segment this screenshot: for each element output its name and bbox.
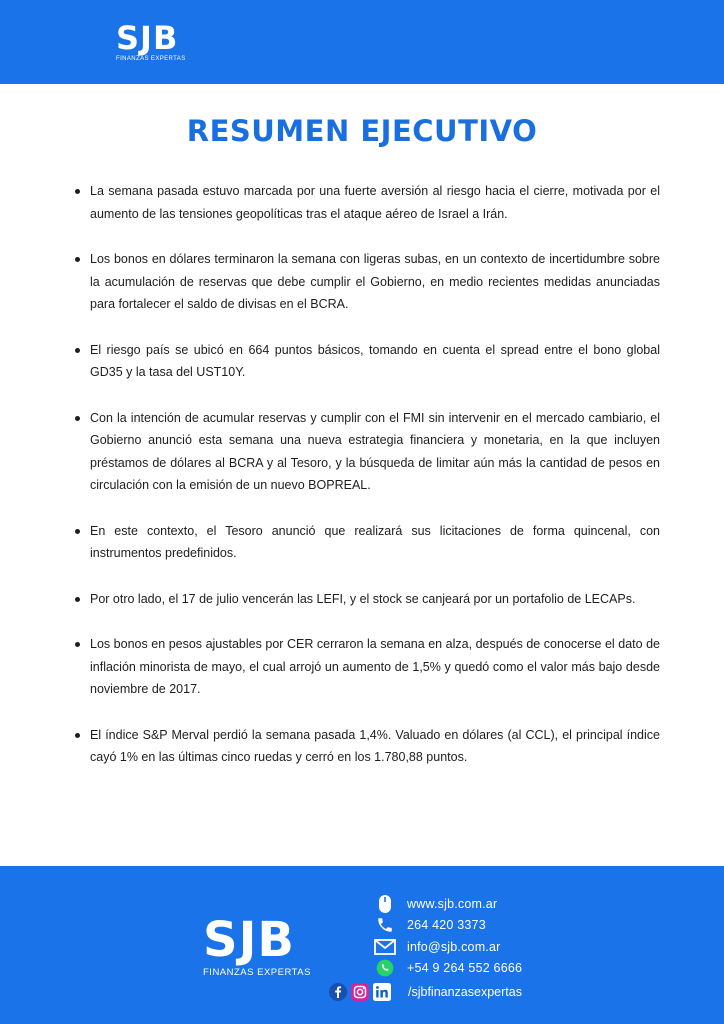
contact-list <box>373 893 593 979</box>
logo-mark: SJB <box>116 19 179 57</box>
phone-number[interactable]: 264 420 3373 <box>407 918 486 933</box>
contact-website[interactable] <box>373 893 593 915</box>
envelope-icon <box>373 937 397 957</box>
summary-item <box>70 180 660 225</box>
bullet-icon <box>75 597 80 602</box>
email-address[interactable]: info@sjb.com.ar <box>407 939 501 954</box>
bullet-icon <box>75 348 80 353</box>
summary-text: Los bonos en dólares terminaron la semana con ligeras subas, en un contexto de incertidumbre sobre la acumulación de reservas que debe cumplir el Gobierno, en medio recientes medidas anunciadas para fortalecer el saldo de divisas en el BCRA. <box>90 252 660 311</box>
instagram-icon[interactable] <box>351 983 369 1001</box>
header-bar <box>0 0 724 84</box>
phone-icon <box>373 915 397 935</box>
summary-text: El riesgo país se ubicó en 664 puntos básicos, tomando en cuenta el spread entre el bono global GD35 y la tasa del UST10Y. <box>90 342 660 379</box>
summary-item <box>70 588 660 611</box>
summary-text: El índice S&P Merval perdió la semana pasada 1,4%. Valuado en dólares (al CCL), el principal índice cayó 1% en las últimas cinco ruedas y cerró en los 1.780,88 puntos. <box>90 727 660 764</box>
summary-item <box>70 724 660 769</box>
footer-logo-mark: SJB <box>203 912 296 968</box>
bullet-icon <box>75 189 80 194</box>
page-title: RESUMEN EJECUTIVO <box>186 114 538 148</box>
bullet-icon <box>75 416 80 421</box>
whatsapp-icon <box>373 958 397 978</box>
bullet-icon <box>75 733 80 738</box>
logo-tagline: FINANZAS EXPERTAS <box>116 56 186 62</box>
contact-whatsapp[interactable] <box>373 958 593 980</box>
mouse-icon <box>373 894 397 914</box>
facebook-icon[interactable] <box>329 983 347 1001</box>
contact-email[interactable] <box>373 936 593 958</box>
footer-logo-tagline: FINANZAS EXPERTAS <box>203 967 311 978</box>
summary-item <box>70 520 660 565</box>
summary-text: Por otro lado, el 17 de julio vencerán las LEFI, y el stock se canjeará por un portafolio de LECAPs. <box>90 591 636 606</box>
summary-text: En este contexto, el Tesoro anunció que realizará sus licitaciones de forma quincenal, con instrumentos predefinidos. <box>90 523 660 560</box>
social-icons <box>329 983 395 1001</box>
header-logo <box>116 19 186 63</box>
summary-text: Con la intención de acumular reservas y cumplir con el FMI sin intervenir en el mercado cambiario, el Gobierno anunció esta semana una nueva estrategia financiera y monetaria, en la que incluyen préstamos de dólares al BCRA y al Tesoro, y la búsqueda de limitar aún más la cantidad de pesos en circulación con la emisión de un nuevo BOPREAL. <box>90 410 660 492</box>
summary-list <box>70 180 660 792</box>
social-handle[interactable]: /sjbfinanzasexpertas <box>408 985 522 999</box>
contact-phone[interactable] <box>373 915 593 937</box>
summary-item <box>70 248 660 316</box>
summary-item <box>70 407 660 497</box>
bullet-icon <box>75 529 80 534</box>
bullet-icon <box>75 257 80 262</box>
summary-text: La semana pasada estuvo marcada por una fuerte aversión al riesgo hacia el cierre, motivada por el aumento de las tensiones geopolíticas tras el ataque aéreo de Israel a Irán. <box>90 184 660 221</box>
linkedin-icon[interactable] <box>373 983 391 1001</box>
summary-item <box>70 339 660 384</box>
whatsapp-number[interactable]: +54 9 264 552 6666 <box>407 961 523 976</box>
summary-text: Los bonos en pesos ajustables por CER cerraron la semana en alza, después de conocerse el dato de inflación minorista de mayo, el cual arrojó un aumento de 1,5% y quedó como el valor más bajo desde noviembre de 2017. <box>90 637 660 696</box>
website-link[interactable]: www.sjb.com.ar <box>407 896 498 911</box>
bullet-icon <box>75 642 80 647</box>
footer-logo <box>203 912 311 979</box>
summary-item <box>70 633 660 701</box>
